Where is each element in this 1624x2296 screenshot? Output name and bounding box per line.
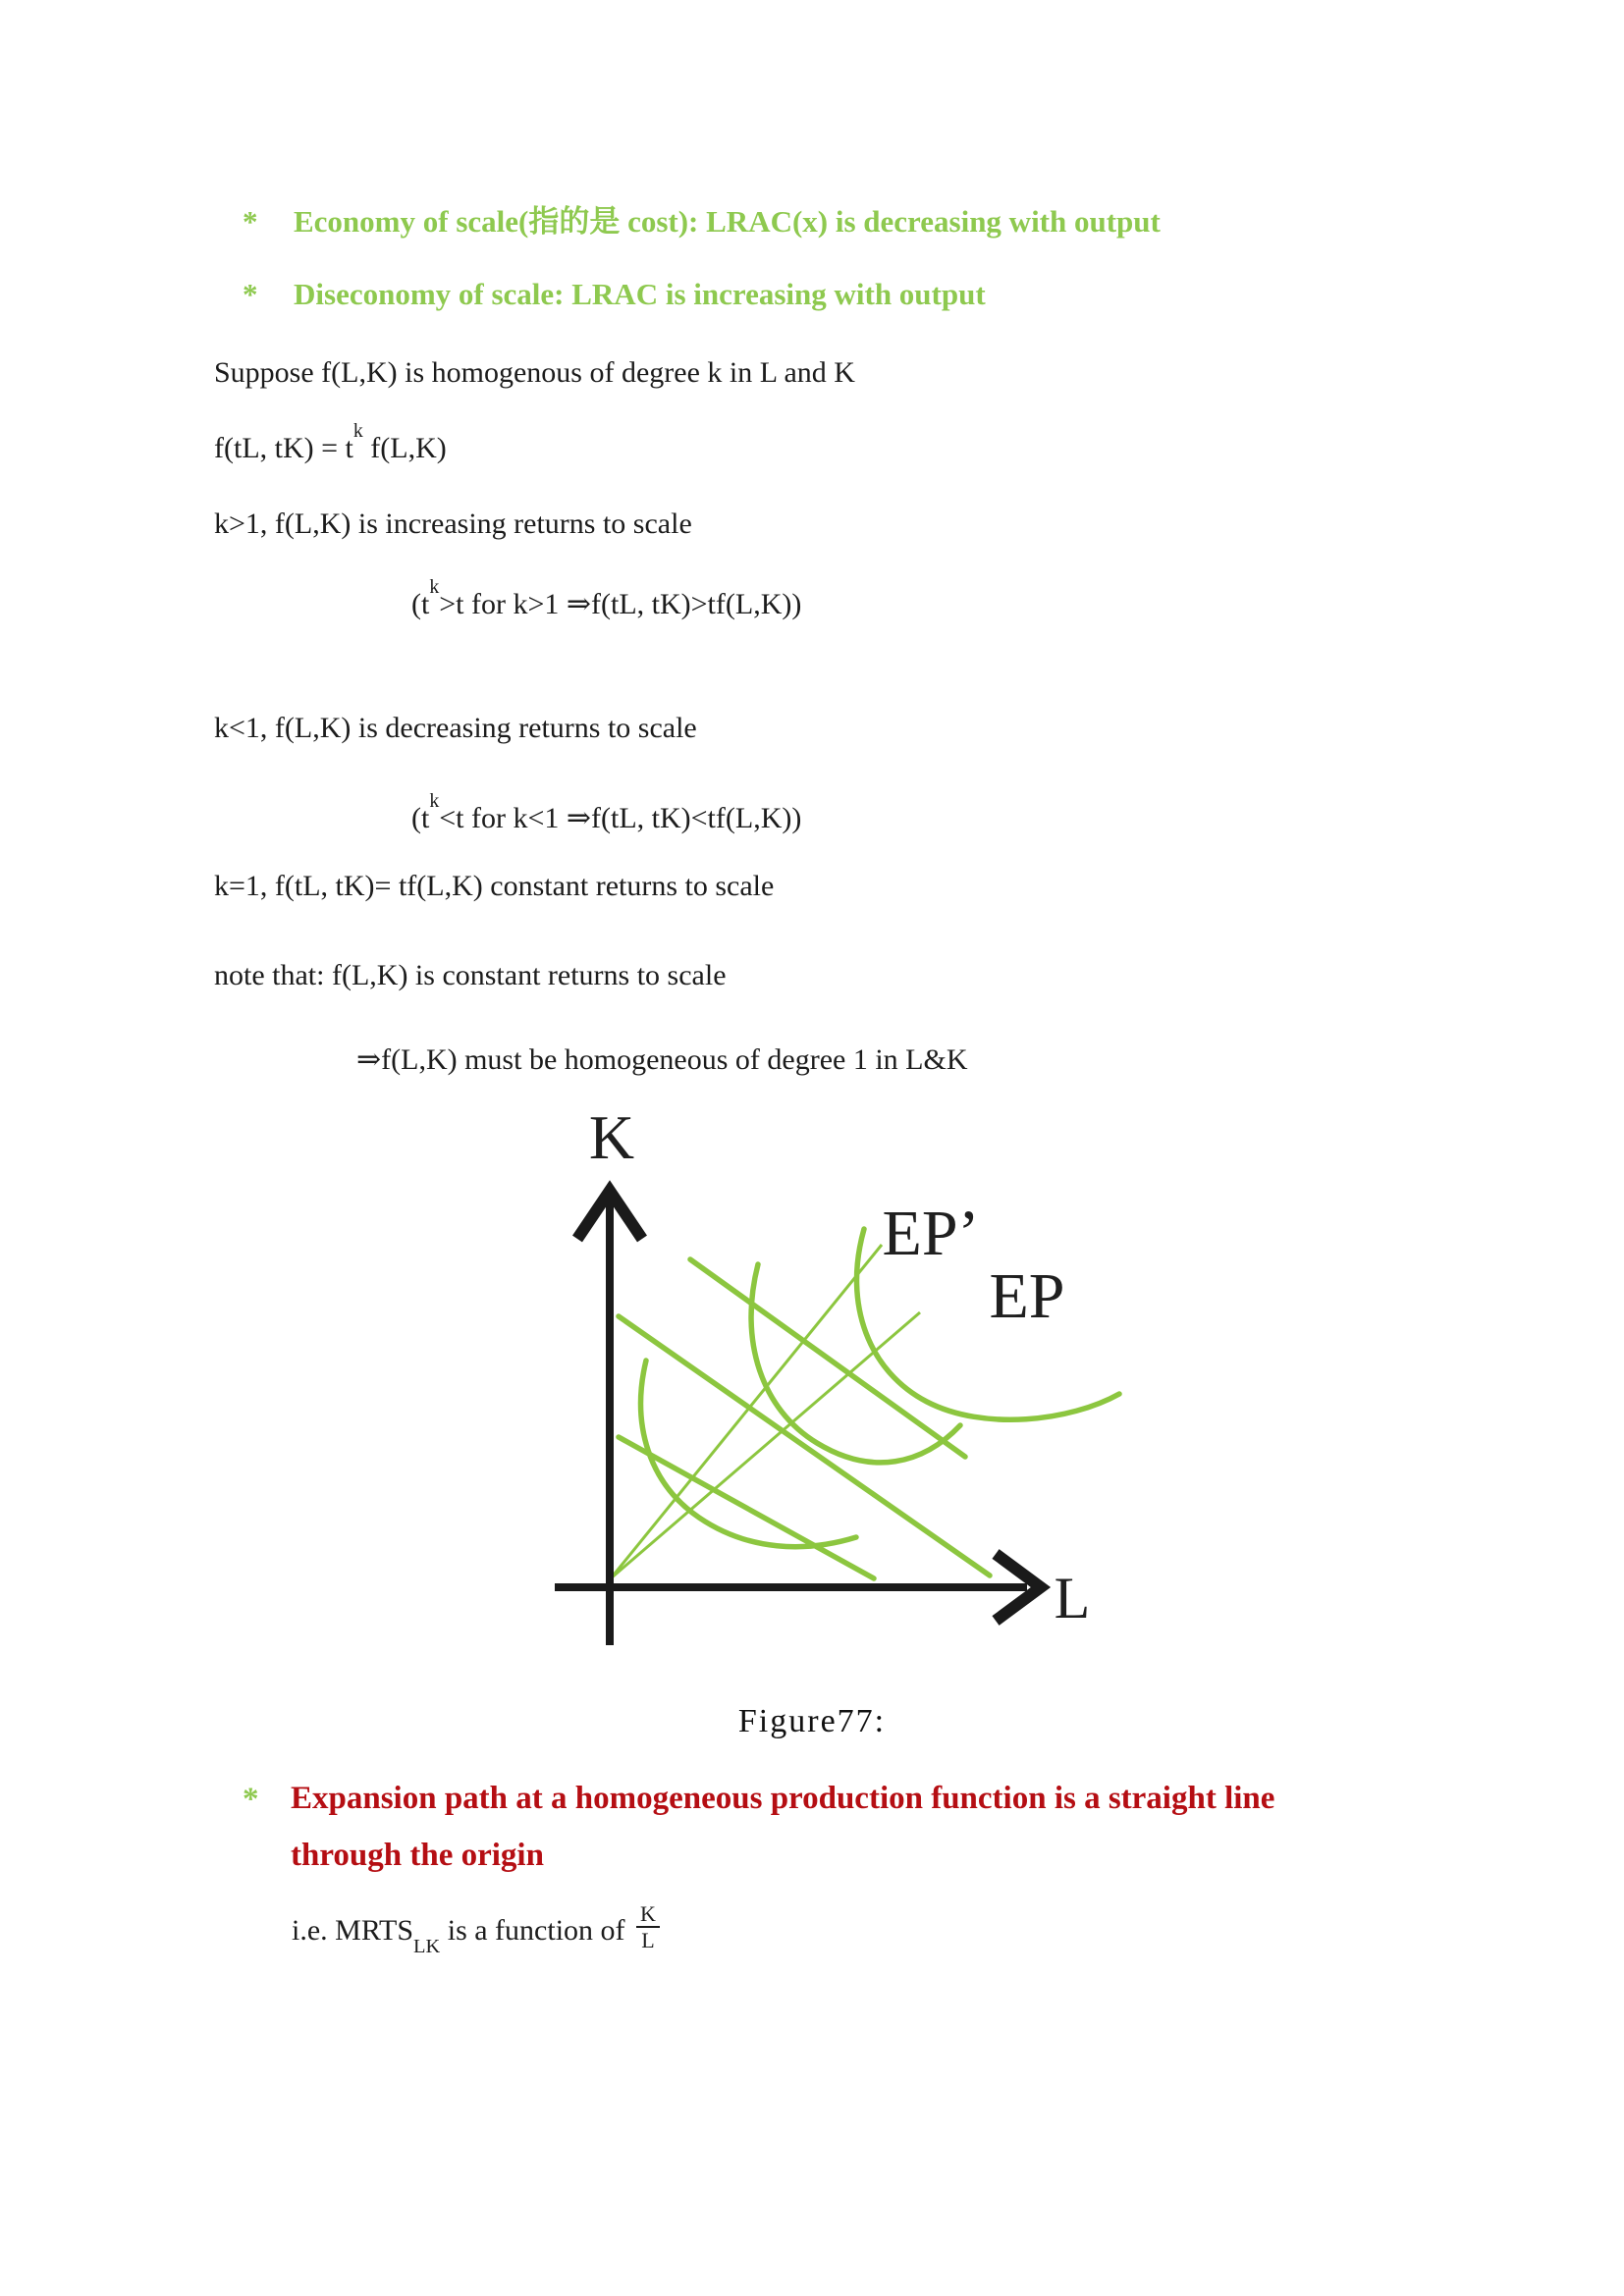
eq-text: (t [411, 588, 430, 620]
body-line-constant-rts: k=1, f(tL, tK)= tf(L,K) constant returns to scale [214, 870, 775, 902]
bullet-text: Diseconomy of scale: LRAC is increasing with output [294, 277, 986, 311]
isocost-line-inner [619, 1437, 874, 1578]
mrts-text: i.e. MRTS [292, 1913, 414, 1947]
bullet-marker: * [243, 204, 258, 239]
superscript-k: k [429, 576, 440, 599]
axis-label-k: K [588, 1102, 635, 1172]
mrts-line [292, 1901, 660, 1957]
bullet-text: Economy of scale(指的是 cost): LRAC(x) is decreasing with output [294, 204, 1161, 239]
red-heading-line-1: Expansion path at a homogeneous production function is a straight line [291, 1781, 1275, 1816]
isocost-line-outer [690, 1259, 965, 1457]
eq-text: f(L,K) [362, 432, 447, 464]
body-line-decreasing-rts-derivation [411, 790, 802, 835]
figure-77 [471, 1080, 1159, 1674]
fraction-numerator: K [636, 1902, 660, 1928]
bullet-marker: * [243, 1782, 259, 1817]
bullet-marker: * [243, 277, 258, 311]
body-line-suppose: Suppose f(L,K) is homogenous of degree k in L and K [214, 356, 855, 389]
red-heading-line-2: through the origin [291, 1838, 544, 1873]
bullet-economy-of-scale [243, 196, 1161, 240]
superscript-k: k [352, 420, 363, 443]
body-line-note: note that: f(L,K) is constant returns to scale [214, 959, 727, 991]
figure-canvas [471, 1080, 1159, 1669]
fraction-denominator: L [641, 1928, 655, 1953]
body-line-degree-one: ⇒f(L,K) must be homogeneous of degree 1 in L&K [356, 1043, 968, 1076]
isoquant-curve-inner [641, 1361, 856, 1547]
axis-label-l: L [1054, 1566, 1091, 1630]
kl-fraction [636, 1902, 660, 1951]
ep-label: EP [989, 1260, 1065, 1332]
mrts-subscript: LK [413, 1935, 441, 1957]
body-line-decreasing-rts: k<1, f(L,K) is decreasing returns to scale [214, 712, 697, 744]
superscript-k: k [429, 790, 440, 813]
ep-prime-label: EP’ [882, 1198, 980, 1269]
eq-text: <t for k<1 ⇒f(tL, tK)<tf(L,K)) [439, 802, 802, 834]
eq-text: f(tL, tK) = t [214, 432, 353, 464]
figure-caption: Figure77: [737, 1703, 887, 1739]
mrts-text: is a function of [440, 1913, 625, 1947]
bullet-diseconomy-of-scale [243, 277, 986, 312]
expansion-path-prime-ray [611, 1245, 882, 1578]
eq-text: >t for k>1 ⇒f(tL, tK)>tf(L,K)) [439, 588, 802, 620]
body-line-increasing-rts: k>1, f(L,K) is increasing returns to scale [214, 507, 692, 540]
eq-text: (t [411, 802, 430, 834]
body-line-homogeneity-eq [214, 420, 447, 465]
body-line-increasing-rts-derivation [411, 576, 802, 621]
